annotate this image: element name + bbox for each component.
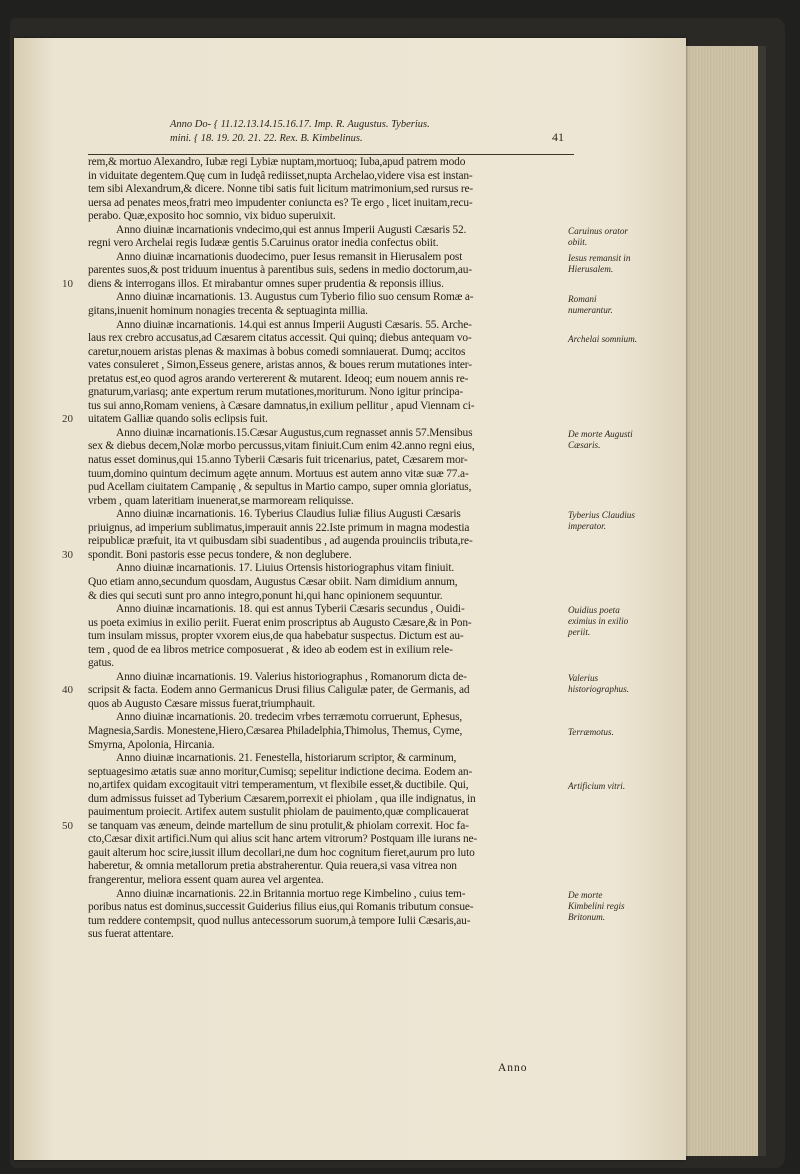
text-line: Smyrna, Apolonia, Hircania. (88, 738, 215, 751)
margin-note: Valerius historiographus. (568, 672, 630, 694)
line-number: 40 (62, 684, 73, 697)
catchword: Anno (498, 1062, 528, 1074)
running-head (170, 118, 590, 154)
page-fore-edge (686, 46, 766, 1156)
text-line: reipublicæ præfuit, ita vt quibusdam sibi suadentibus , ad augenda prouinciis tributa,re- (88, 535, 473, 548)
line-number: 30 (62, 548, 73, 561)
text-line: us poeta eximius in exilio periit. Fuerat enim proscriptus ab Augusto Cæsare,& in Pon- (88, 616, 472, 629)
running-head-anno: Anno Do- (170, 119, 212, 130)
running-head-names-2: Kimbelinus. (312, 133, 363, 144)
text-line: septuagesimo ætatis suæ anno moritur,Cumisq; sepelitur indictione decima. Eodem an- (88, 765, 473, 778)
running-head-imp-2: Rex. B. (279, 133, 310, 144)
margin-note: Terræmotus. (568, 727, 614, 738)
text-line: Magnesia,Sardis. Monestene,Hiero,Cæsarea Philadelphia,Thimolus, Themus, Cyme, (88, 724, 463, 737)
line-number: 50 (62, 819, 73, 832)
text-line: Anno diuinæ incarnationis. 18. qui est annus Tyberii Cæsaris secundus , Ouidi- (116, 603, 465, 616)
text-line: Anno diuinæ incarnationis.15.Cæsar Augustus,cum regnasset annis 57.Mensibus (116, 426, 473, 439)
margin-note: Ouidius poeta eximius in exilio periit. (568, 605, 629, 638)
text-line: cto,Cæsar dixit artifici.Num qui alius scit hanc artem vitrorum? Postquam ille iurans ne- (88, 833, 478, 846)
text-line: poribus natus est dominus,successit Guiderius filius eius,qui Romanis tributum consue- (88, 901, 474, 914)
text-line: gitans,inuenit hominum nonagies trecenta & septuaginta millia. (88, 305, 368, 318)
text-line: in viduitate degentem.Quę cum in Iudęâ rediisset,nupta Archelao,videre visa est instan- (88, 169, 473, 182)
text-line: Anno diuinæ incarnationis. 13. Augustus cum Tyberio filio suo censum Romæ a- (116, 291, 474, 304)
running-head-years-1: { 11.12.13.14.15.16.17. (213, 119, 312, 130)
folio-number: 41 (552, 130, 564, 144)
text-line: uitatem Galliæ quando solis eclipsis fuit. (88, 413, 268, 426)
head-rule (88, 154, 574, 155)
text-line: gnaturum,variasq; ante expertum rerum mutationes,moriturum. Nono igitur principa- (88, 386, 464, 399)
text-line: Anno diuinæ incarnationis. 22.in Britannia mortuo rege Kimbelino , cuius tem- (116, 887, 466, 900)
margin-note: Archelai somnium. (568, 334, 638, 345)
margin-note: Artificium vitri. (568, 781, 626, 792)
text-line: quos ab Augusto Cæsare missus fuerat,triumphauit. (88, 697, 316, 710)
text-line: Anno diuinæ incarnationis vndecimo,qui est annus Imperii Augusti Cæsaris 52. (116, 223, 467, 236)
text-line: Anno diuinæ incarnationis. 20. tredecim vrbes terræmotu corruerunt, Ephesus, (116, 711, 463, 724)
text-line: tum reddere contempsit, quod nullus antecessorum suorum,à tempore Iulii Cæsaris,au- (88, 914, 471, 927)
text-line: haberetur, & omnia metallorum pretia abstraherentur. Quia reuera,si vasa vitrea non (88, 860, 457, 873)
text-line: Anno diuinæ incarnationis. 19. Valerius historiographus , Romanorum dicta de- (116, 670, 467, 683)
text-line: diens & interrogans illos. Et mirabantur omnes super prudentia & reponsis illius. (88, 277, 444, 290)
margin-note: Iesus remansit in Hierusalem. (568, 252, 631, 274)
running-head-years-2: { 18. 19. 20. 21. 22. (193, 133, 277, 144)
text-line: sus fuerat attentare. (88, 928, 174, 941)
text-line: laus rex crebro accusatus,ad Cæsarem citatus accessit. Qui quinq; diebus antequam vo- (88, 332, 472, 345)
text-line: pud Acellam ciuitatem Campanię , & sepultus in Martio campo, super omnia gloriatus, (88, 481, 472, 494)
line-number: 10 (62, 277, 73, 290)
running-head-mini: mini. (170, 133, 192, 144)
running-head-imp-1: Imp. R. (314, 119, 345, 130)
text-line: tus sui anno,Romam veniens, à Cæsare damnatus,in exilium pellitur , apud Viennam ci- (88, 399, 475, 412)
text-line: tem , quod de ea libros metrice composuerat , & ideo ab eodem est in exilium rele- (88, 643, 453, 656)
main-text (88, 156, 566, 942)
text-line: Quo etiam anno,secundum quosdam, Augustus Cæsar obiit. Nam dimidium annum, (88, 575, 458, 588)
margin-note: De morte Kimbelini regis Britonum. (568, 889, 625, 922)
text-line: regni vero Archelai regis Iudææ gentis 5.Caruinus orator inedia confectus obiit. (88, 237, 439, 250)
text-line: frangerentur, meliora essent quam aurea vel argentea. (88, 873, 324, 886)
text-line: gauit alterum hoc scire,iussit illum decollari,ne dum hoc cognitum fieret,aurum pro luto (88, 846, 475, 859)
text-line: Anno diuinæ incarnationis. 21. Fenestella, historiarum scriptor, & carminum, (116, 752, 457, 765)
text-line: rem,& mortuo Alexandro, Iubæ regi Lybiæ nuptam,mortuoq; Iuba,apud patrem modo (88, 156, 466, 168)
text-line: vates consuleret , Simon,Esseus genere, aristas annos, & boues rerum mutationes inter- (88, 359, 472, 372)
text-line: Anno diuinæ incarnationis. 16. Tyberius Claudius Iuliæ filius Augusti Cæsaris (116, 508, 461, 521)
margin-note: De morte Augusti Cæsaris. (568, 429, 633, 450)
text-line: priuignus, ad imperium sublimatus,imperauit annis 22.Iste primum in magna modestia (88, 521, 470, 534)
text-line: Anno diuinæ incarnationis. 17. Liuius Ortensis historiographus vitam finiuit. (116, 562, 455, 575)
margin-note: Caruinus orator obiit. (568, 225, 628, 247)
line-number: 20 (62, 413, 73, 426)
text-line: Anno diuinæ incarnationis duodecimo, puer Iesus remansit in Hierusalem post (116, 250, 463, 263)
text-line: perabo. Quæ,exposito hoc somnio, vix biduo superuixit. (88, 210, 336, 223)
running-head-names-1: Augustus. Tyberius. (347, 119, 430, 130)
text-line: no,artifex quidam excogitauit vitri temperamentum, vt flexibile esset,& ductibile. Qui, (88, 779, 469, 792)
text-line: natus esset dominus,qui 15.anno Tyberii Cæsaris fuit tricenarius, patet, Cæsarem mor- (88, 454, 468, 467)
margin-note: Tyberius Claudius imperator. (568, 510, 635, 532)
text-line: parentes suos,& post triduum inuentus à parentibus suis, sedens in medio doctorum,au- (88, 264, 472, 277)
text-line: se tanquam vas æneum, deinde martellum de sinu protulit,& phiolam correxit. Hoc fa- (88, 819, 469, 832)
text-line: caretur,nouem aristas plenas & maximas à bobus comedi somniauerat. Dumq; accitos (88, 345, 466, 358)
text-line: uersa ad penates meos,fratri meo impudenter coniuncta es? Te ergo , licet inuitam,recu- (88, 196, 473, 209)
margin-note: Romani numerantur. (568, 293, 613, 315)
text-line: & dies qui secuti sunt pro anno integro,ponunt hi,qui hanc opinionem sequuntur. (88, 589, 443, 602)
text-line: tuum,domino quintum decimum agęte annum. Mortuus est autem anno vitæ suæ 77.a- (88, 467, 469, 480)
text-line: gatus. (88, 657, 114, 670)
text-line: scripsit & facta. Eodem anno Germanicus Drusi filius Caligulæ pater, de Germanis, ad (88, 684, 470, 697)
text-line: vrbem , quam lateritiam inuenerat,se marmoream reliquisse. (88, 494, 354, 507)
text-line: Anno diuinæ incarnationis. 14.qui est annus Imperii Augusti Cæsaris. 55. Arche- (116, 318, 472, 331)
text-line: pauimentum proiecit. Artifex autem sustulit phiolam de pauimento,quæ complicauerat (88, 806, 469, 819)
book-page (14, 38, 686, 1160)
text-line: spondit. Boni pastoris esse pecus tondere, & non deglubere. (88, 548, 352, 561)
text-line: dum admissus fuisset ad Tyberium Cæsarem,porrexit ei phiolam , qua ille indignatus, in (88, 792, 476, 805)
text-line: pretatus est,eo quod agros arando vertererent & mutarent. Ideoq; eum nouem annis re- (88, 372, 469, 385)
text-line: sex & diebus decem,Nolæ morbo percussus,vitam finiuit.Cum enim 42.anno regni eius, (88, 440, 475, 453)
text-line: tem sibi Alexandrum,& dicere. Nonne tibi satis fuit licitum matrimonium,sed rursus re- (88, 183, 474, 196)
text-line: tum insulam missus, propter vxorem eius,de qua habebatur suspectus. Dictum est au- (88, 630, 464, 643)
